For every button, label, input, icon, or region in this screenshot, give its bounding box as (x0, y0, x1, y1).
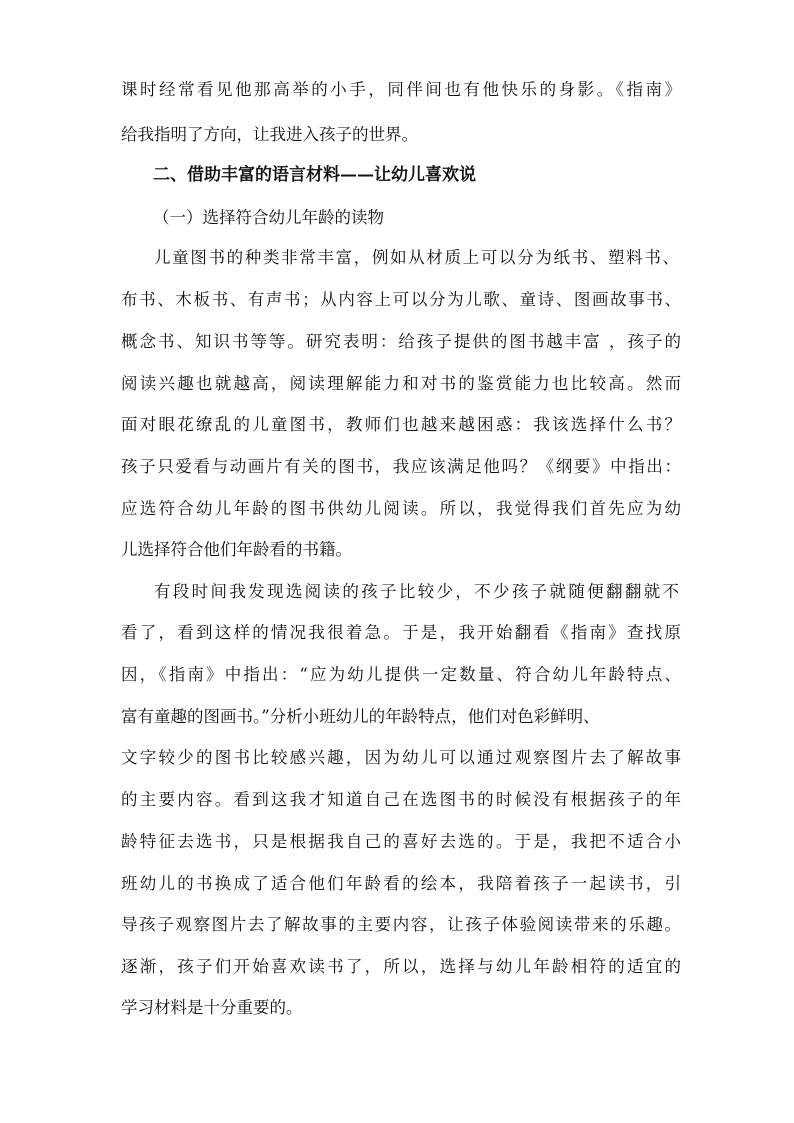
paragraph-line: 应选符合幼儿年龄的图书供幼儿阅读。所以，我觉得我们首先应为幼 (121, 499, 681, 518)
paragraph-line: 有段时间我发现选阅读的孩子比较少，不少孩子就随便翻翻就不 (154, 582, 679, 601)
paragraph-line: 布书、木板书、有声书；从内容上可以分为儿歌、童诗、图画故事书、 (121, 290, 681, 309)
paragraph-line: 学习材料是十分重要的。 (121, 998, 303, 1017)
paragraph-line: 看了，看到这样的情况我很着急。于是，我开始翻看《指南》查找原 (121, 623, 681, 642)
paragraph-line: 龄特征去选书，只是根据我自己的喜好去选的。于是，我把不适合小 (121, 832, 681, 851)
paragraph-line: 孩子只爱看与动画片有关的图书，我应该满足他吗？《纲要》中指出： (121, 457, 681, 476)
section-heading: 二、借助丰富的语言材料——让幼儿喜欢说 (153, 165, 476, 185)
paragraph-line: 儿童图书的种类非常丰富，例如从材质上可以分为纸书、塑料书、 (154, 248, 679, 267)
paragraph-line: 因，《指南》中指出：“应为幼儿提供一定数量、符合幼儿年龄特点、 (121, 665, 681, 684)
paragraph-line: 儿选择符合他们年龄看的书籍。 (121, 540, 352, 559)
paragraph-line: 课时经常看见他那高举的小手，同伴间也有他快乐的身影。《指南》 (121, 80, 681, 99)
paragraph-line: 面对眼花缭乱的儿童图书，教师们也越来越困惑：我该选择什么书？ (121, 415, 681, 434)
paragraph-line: 文字较少的图书比较感兴趣，因为幼儿可以通过观察图片去了解故事 (121, 748, 681, 767)
paragraph-line: 富有童趣的图画书。”分析小班幼儿的年龄特点，他们对色彩鲜明、 (121, 707, 600, 726)
paragraph-line: 给我指明了方向，让我进入孩子的世界。 (121, 125, 418, 144)
paragraph-line: 的主要内容。看到这我才知道自己在选图书的时候没有根据孩子的年 (121, 790, 681, 809)
paragraph-line: 阅读兴趣也就越高，阅读理解能力和对书的鉴赏能力也比较高。然而 (121, 374, 681, 393)
paragraph-line: 逐渐，孩子们开始喜欢读书了，所以，选择与幼儿年龄相符的适宜的 (121, 957, 681, 976)
subsection-heading: （一）选择符合幼儿年龄的读物 (153, 208, 384, 227)
paragraph-line: 导孩子观察图片去了解故事的主要内容，让孩子体验阅读带来的乐趣。 (121, 915, 681, 934)
paragraph-line: 概念书、知识书等等。研究表明：给孩子提供的图书越丰富 ，孩子的 (121, 332, 681, 351)
paragraph-line: 班幼儿的书换成了适合他们年龄看的绘本，我陪着孩子一起读书，引 (121, 874, 681, 893)
